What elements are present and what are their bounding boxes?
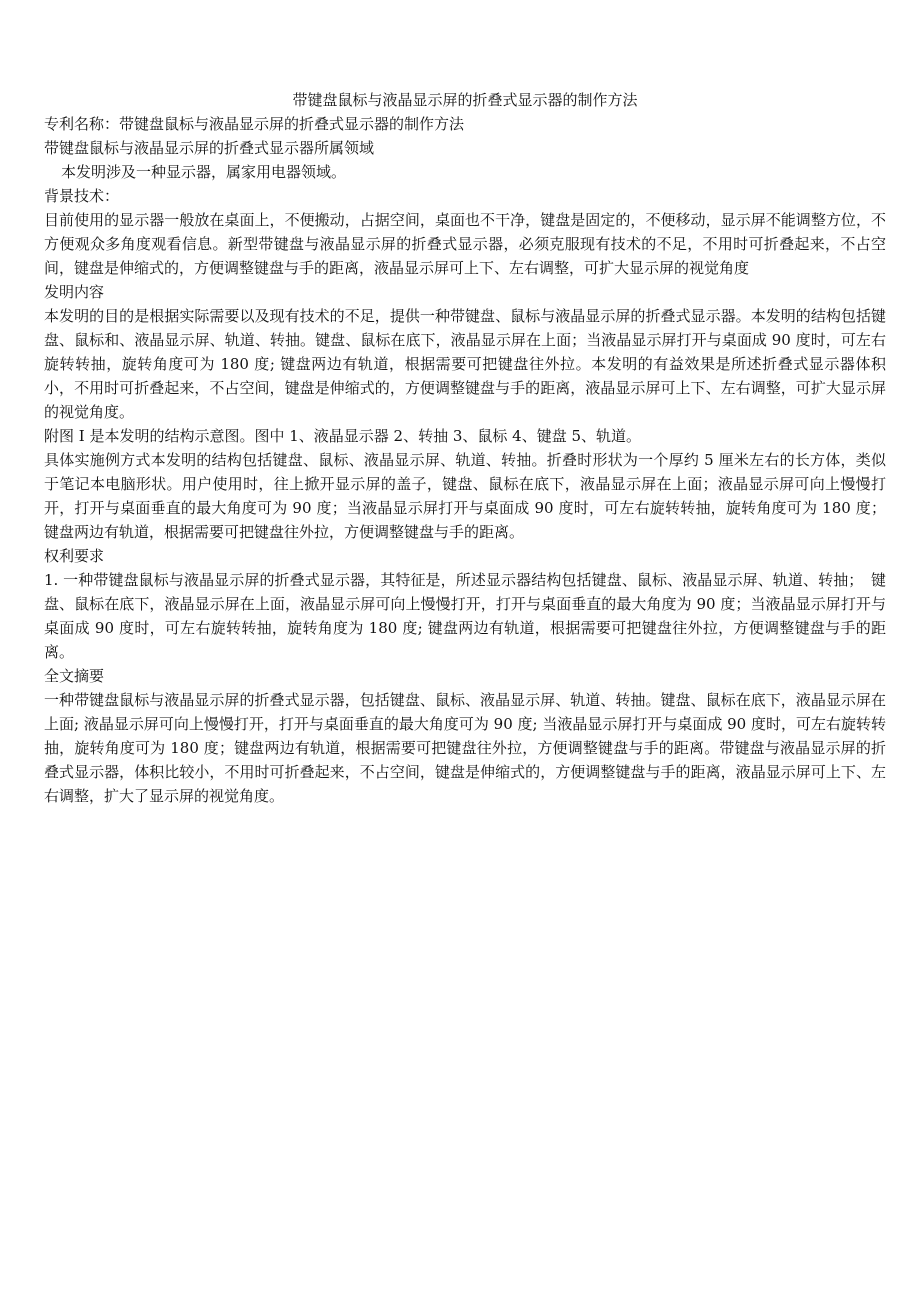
claims-heading: 权利要求: [44, 547, 105, 565]
abstract-heading: 全文摘要: [44, 667, 105, 685]
field-heading: 带键盘鼠标与液晶显示屏的折叠式显示器所属领域: [44, 139, 375, 157]
claims-text: 1. 一种带键盘鼠标与液晶显示屏的折叠式显示器，其特征是，所述显示器结构包括键盘、鼠标、液晶显示屏、轨道、转抽； 键 盘、鼠标在底下，液晶显示屏在上面，液晶显示屏可向上慢慢打开，打开与桌面垂直的最大角度为 90 度；当液晶显示屏打开与桌面成 90 度时，可左右旋转转抽，旋转角度为 180 度; 键盘两边有轨道，根据需要可把键盘往外拉，方便调整键盘与手的距离。: [44, 571, 886, 661]
patent-name: 专利名称：带键盘鼠标与液晶显示屏的折叠式显示器的制作方法: [44, 115, 465, 133]
field-text: 本发明涉及一种显示器，属家用电器领域。: [61, 163, 347, 181]
abstract-text: 一种带键盘鼠标与液晶显示屏的折叠式显示器，包括键盘、鼠标、液晶显示屏、轨道、转抽。键盘、鼠标在底下，液晶显示屏在上面; 液晶显示屏可向上慢慢打开，打开与桌面垂直的最大角度可为 90 度; 当液晶显示屏打开与桌面成 90 度时，可左右旋转转抽，旋转角度可为 180 度；键盘两边有轨道，根据需要可把键盘往外拉，方便调整键盘与手的距离。带键盘与液晶显示屏的折叠式显示器，体积比较小，不用时可折叠起来，不占空间，键盘是伸缩式的，方便调整键盘与手的距离，液晶显示屏可上下、左右调整，扩大了显示屏的视觉角度。: [44, 691, 886, 805]
background-text: 目前使用的显示器一般放在桌面上，不便搬动，占据空间，桌面也不干净，键盘是固定的，不便移动，显示屏不能调整方位，不方便观众多角度观看信息。新型带键盘与液晶显示屏的折叠式显示器，必须克服现有技术的不足，不用时可折叠起来，不占空间，键盘是伸缩式的，方便调整键盘与手的距离，液晶显示屏可上下、左右调整，可扩大显示屏的视觉角度: [44, 211, 886, 277]
figure-description: 附图 I 是本发明的结构示意图。图中 1、液晶显示器 2、转抽 3、鼠标 4、键盘 5、轨道。: [44, 427, 642, 445]
invention-heading: 发明内容: [44, 283, 105, 301]
invention-text: 本发明的目的是根据实际需要以及现有技术的不足，提供一种带键盘、鼠标与液晶显示屏的折叠式显示器。本发明的结构包括键盘、鼠标和、液晶显示屏、轨道、转抽。键盘、鼠标在底下，液晶显示屏在上面；当液晶显示屏打开与桌面成 90 度时，可左右旋转转抽，旋转角度可为 180 度; 键盘两边有轨道，根据需要可把键盘往外拉。本发明的有益效果是所述折叠式显示器体积小，不用时可折叠起来，不占空间，键盘是伸缩式的，方便调整键盘与手的距离，液晶显示屏可上下、左右调整，可扩大显示屏的视觉角度。: [44, 307, 886, 421]
embodiment-text: 具体实施例方式本发明的结构包括键盘、鼠标、液晶显示屏、轨道、转抽。折叠时形状为一个厚约 5 厘米左右的长方体，类似于笔记本电脑形状。用户使用时，往上掀开显示屏的盖子，键盘、鼠标在底下，液晶显示屏在上面；液晶显示屏可向上慢慢打开，打开与桌面垂直的最大角度可为 90 度；当液晶显示屏打开与桌面成 90 度时，可左右旋转转抽，旋转角度可为 180 度；键盘两边有轨道，根据需要可把键盘往外拉，方便调整键盘与手的距离。: [44, 451, 886, 541]
document-title: 带键盘鼠标与液晶显示屏的折叠式显示器的制作方法: [292, 91, 638, 109]
document-page: [44, 88, 886, 808]
background-heading: 背景技术：: [44, 187, 120, 205]
